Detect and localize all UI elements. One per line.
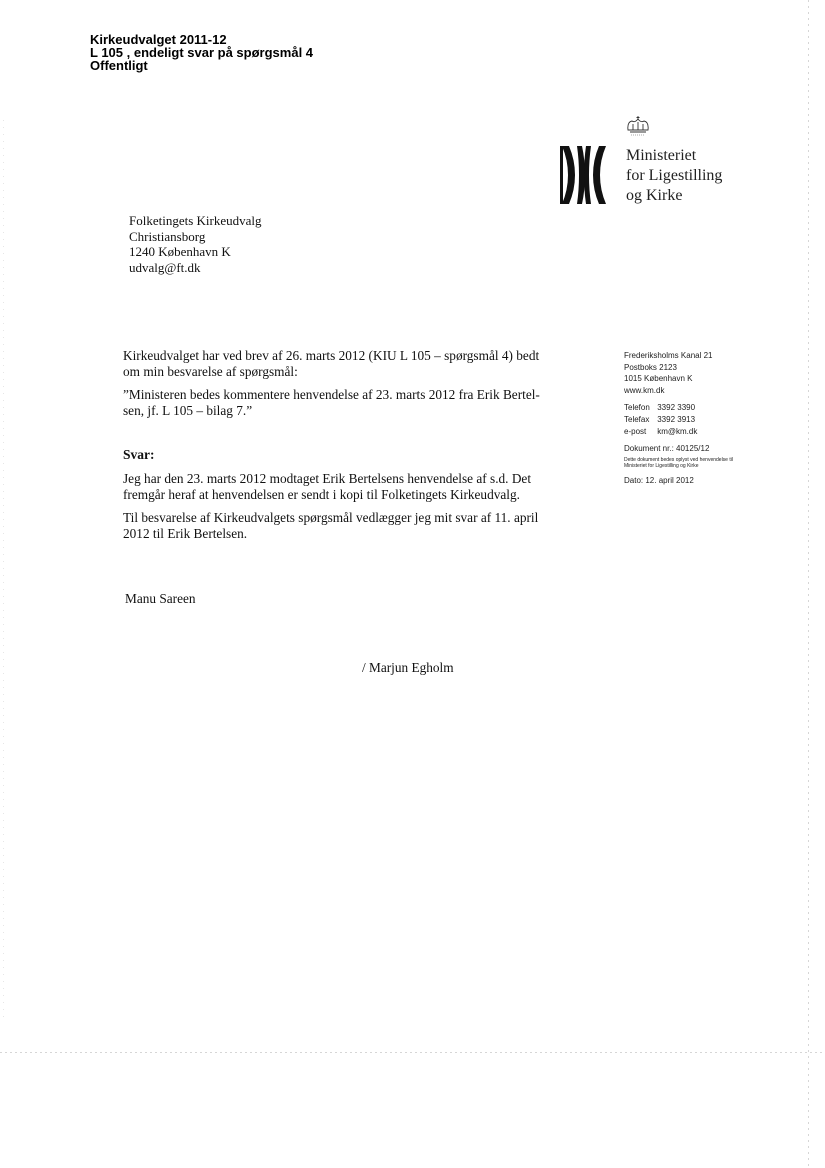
document-number: Dokument nr.: 40125/12 <box>624 444 710 454</box>
recipient-building: Christiansborg <box>129 228 206 244</box>
recipient-address <box>129 213 262 275</box>
question-line-1: ”Ministeren bedes kommentere henvendelse af 23. marts 2012 fra Erik Bertel- <box>123 387 540 402</box>
stamp-status: Offentligt <box>90 58 148 73</box>
recipient-email: udvalg@ft.dk <box>129 259 201 275</box>
answer1-line-1: Jeg har den 23. marts 2012 modtaget Erik Bertelsens henvendelse af s.d. Det <box>123 471 532 486</box>
contact-email: km@km.dk <box>657 426 698 436</box>
contact-email-row <box>624 426 734 438</box>
contact-pobox: Postboks 2123 <box>624 362 677 372</box>
ministry-name-line1: Ministeriet <box>626 147 697 164</box>
intro-paragraph <box>123 348 563 380</box>
contact-street: Frederiksholms Kanal 21 <box>624 351 713 360</box>
recipient-city: 1240 København K <box>129 244 231 259</box>
contact-web: www.km.dk <box>624 385 665 395</box>
scan-fold-line <box>0 1052 825 1053</box>
ministry-name-line2: for Ligestilling <box>626 167 723 184</box>
contact-phone: 3392 3390 <box>657 403 696 413</box>
question-paragraph <box>123 387 563 419</box>
document-stamp <box>90 33 313 72</box>
question-line-2: sen, jf. L 105 – bilag 7.” <box>123 403 253 418</box>
answer-paragraph-1 <box>123 471 563 503</box>
ministry-logo-icon <box>560 146 608 204</box>
contact-fax: 3392 3913 <box>657 414 696 424</box>
ministry-name-line3: og Kirke <box>626 187 683 204</box>
contact-city: 1015 København K <box>624 374 693 384</box>
answer2-line-2: 2012 til Erik Bertelsen. <box>123 526 248 541</box>
recipient-name: Folketingets Kirkeudvalg <box>129 213 262 228</box>
signature-secondary: / Marjun Egholm <box>362 660 454 675</box>
contact-phone-row <box>624 402 734 414</box>
contact-phone-label: Telefon <box>624 403 650 413</box>
document-note: Dette dokument bedes oplyst ved henvendelse til Ministeriet for Ligestilling og Kirke <box>624 456 733 469</box>
ministry-name <box>626 146 722 206</box>
intro-line-1: Kirkeudvalget har ved brev af 26. marts 2012 (KIU L 105 – spørgsmål 4) bedt <box>123 348 540 363</box>
answer-paragraph-2 <box>123 510 563 542</box>
crown-icon <box>624 114 652 138</box>
contact-email-label: e-post <box>624 426 647 436</box>
contact-fax-label: Telefax <box>624 414 650 424</box>
stamp-reference: L 105 , endeligt svar på spørgsmål 4 <box>90 45 314 60</box>
document-date: Dato: 12. april 2012 <box>624 475 694 485</box>
signature-minister: Manu Sareen <box>125 591 196 606</box>
answer-heading: Svar: <box>123 447 155 462</box>
scan-edge-right <box>808 0 809 1168</box>
stamp-committee: Kirkeudvalget 2011-12 <box>90 32 227 47</box>
intro-line-2: om min besvarelse af spørgsmål: <box>123 364 298 379</box>
sender-contact-block <box>624 350 734 486</box>
answer2-line-1: Til besvarelse af Kirkeudvalgets spørgsmål vedlægger jeg mit svar af 11. april <box>123 510 539 525</box>
contact-fax-row <box>624 414 734 426</box>
scan-edge-left <box>3 120 4 1020</box>
letter-body <box>123 348 563 549</box>
answer1-line-2: fremgår heraf at henvendelsen er sendt i kopi til Folketingets Kirkeudvalg. <box>123 487 520 502</box>
